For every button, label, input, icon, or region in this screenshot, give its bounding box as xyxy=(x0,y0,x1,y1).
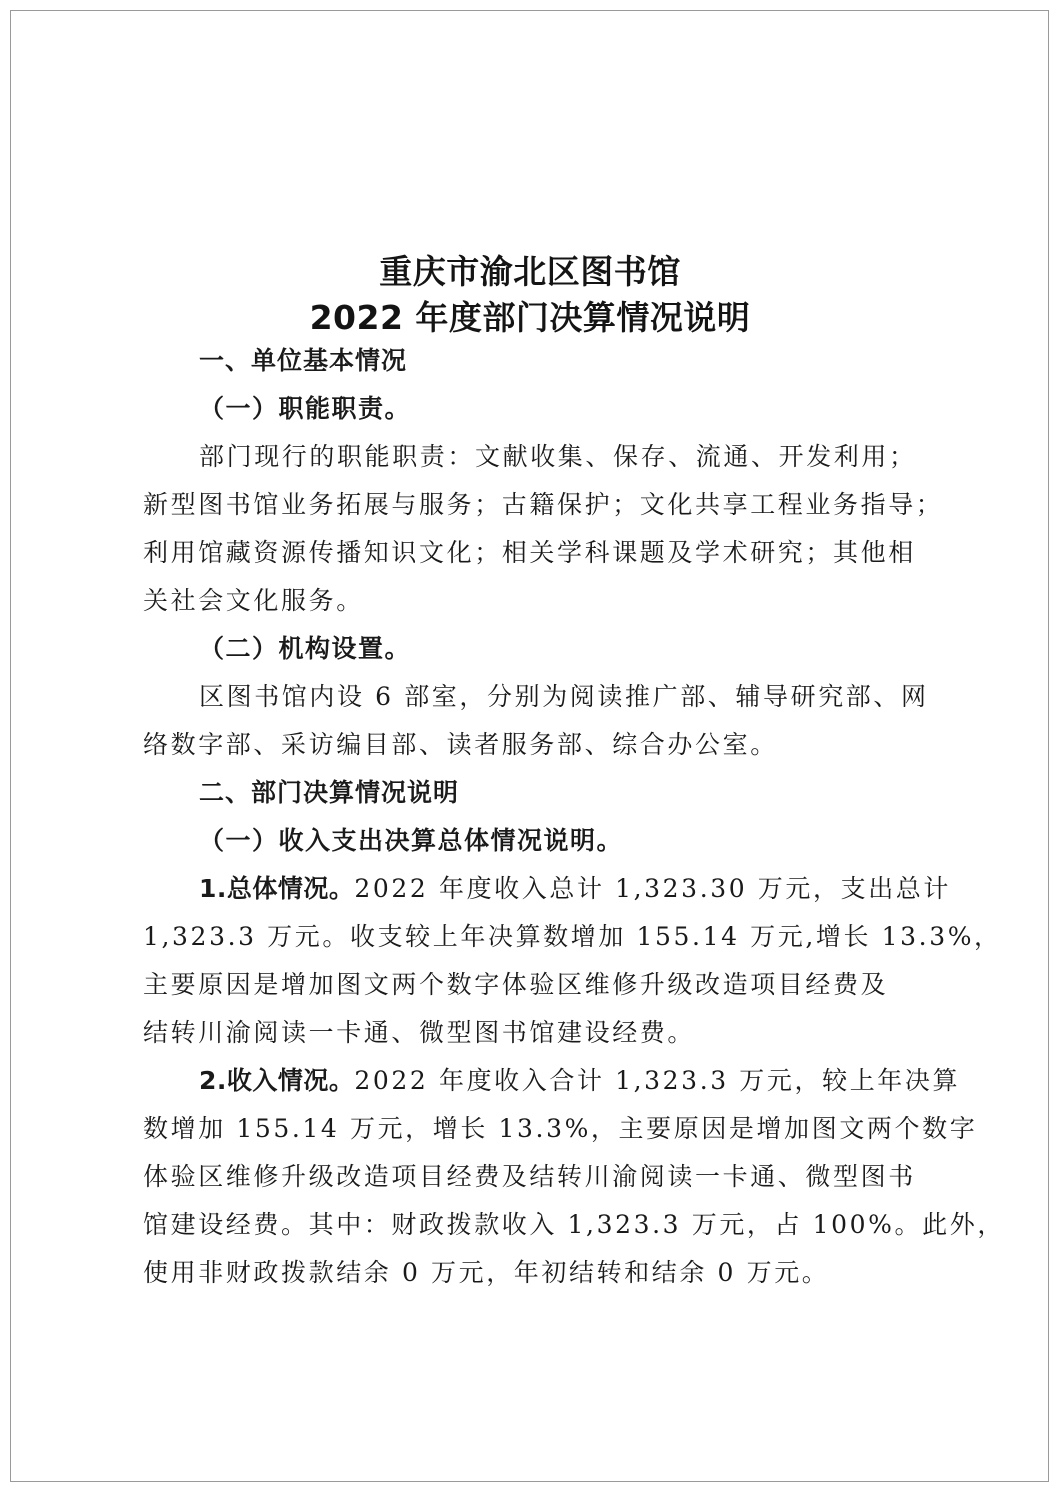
paragraph-line: 利用馆藏资源传播知识文化；相关学科课题及学术研究；其他相 xyxy=(143,538,916,567)
paragraph-1-lead: 1.总体情况。 xyxy=(199,874,355,903)
paragraph-line: 新型图书馆业务拓展与服务；古籍保护；文化共享工程业务指导； xyxy=(143,490,944,519)
paragraph-line: 络数字部、采访编目部、读者服务部、综合办公室。 xyxy=(143,730,778,759)
section-1-heading: 一、单位基本情况 xyxy=(199,346,408,375)
paragraph-line: 区图书馆内设 6 部室，分别为阅读推广部、辅导研究部、网 xyxy=(199,682,929,711)
section-1-2-heading: （二）机构设置。 xyxy=(199,634,412,663)
paragraph-line: 馆建设经费。其中：财政拨款收入 1,323.3 万元，占 100%。此外， xyxy=(143,1210,1005,1239)
paragraph-line: 使用非财政拨款结余 0 万元，年初结转和结余 0 万元。 xyxy=(143,1258,830,1287)
paragraph-line: 数增加 155.14 万元，增长 13.3%，主要原因是增加图文两个数字 xyxy=(143,1114,978,1143)
paragraph-2-first-line xyxy=(199,1064,979,1098)
paragraph-line: 部门现行的职能职责：文献收集、保存、流通、开发利用； xyxy=(199,442,917,471)
paragraph-2-lead: 2.收入情况。 xyxy=(199,1066,355,1095)
section-1-1-heading: （一）职能职责。 xyxy=(199,394,412,423)
paragraph-1-rest: 2022 年度收入总计 1,323.30 万元，支出总计 xyxy=(354,874,951,903)
paragraph-line: 主要原因是增加图文两个数字体验区维修升级改造项目经费及 xyxy=(143,970,889,999)
document-subtitle: 2022 年度部门决算情况说明 xyxy=(309,298,751,337)
paragraph-1-first-line xyxy=(199,872,979,906)
paragraph-line: 1,323.3 万元。收支较上年决算数增加 155.14 万元,增长 13.3%， xyxy=(143,922,1002,951)
paragraph-line: 体验区维修升级改造项目经费及结转川渝阅读一卡通、微型图书 xyxy=(143,1162,916,1191)
paragraph-2-rest: 2022 年度收入合计 1,323.3 万元，较上年决算 xyxy=(354,1066,961,1095)
document-title: 重庆市渝北区图书馆 xyxy=(379,252,681,291)
section-2-heading: 二、部门决算情况说明 xyxy=(199,778,460,807)
paragraph-line: 结转川渝阅读一卡通、微型图书馆建设经费。 xyxy=(143,1018,696,1047)
section-2-1-heading: （一）收入支出决算总体情况说明。 xyxy=(199,826,624,855)
paragraph-line: 关社会文化服务。 xyxy=(143,586,364,615)
